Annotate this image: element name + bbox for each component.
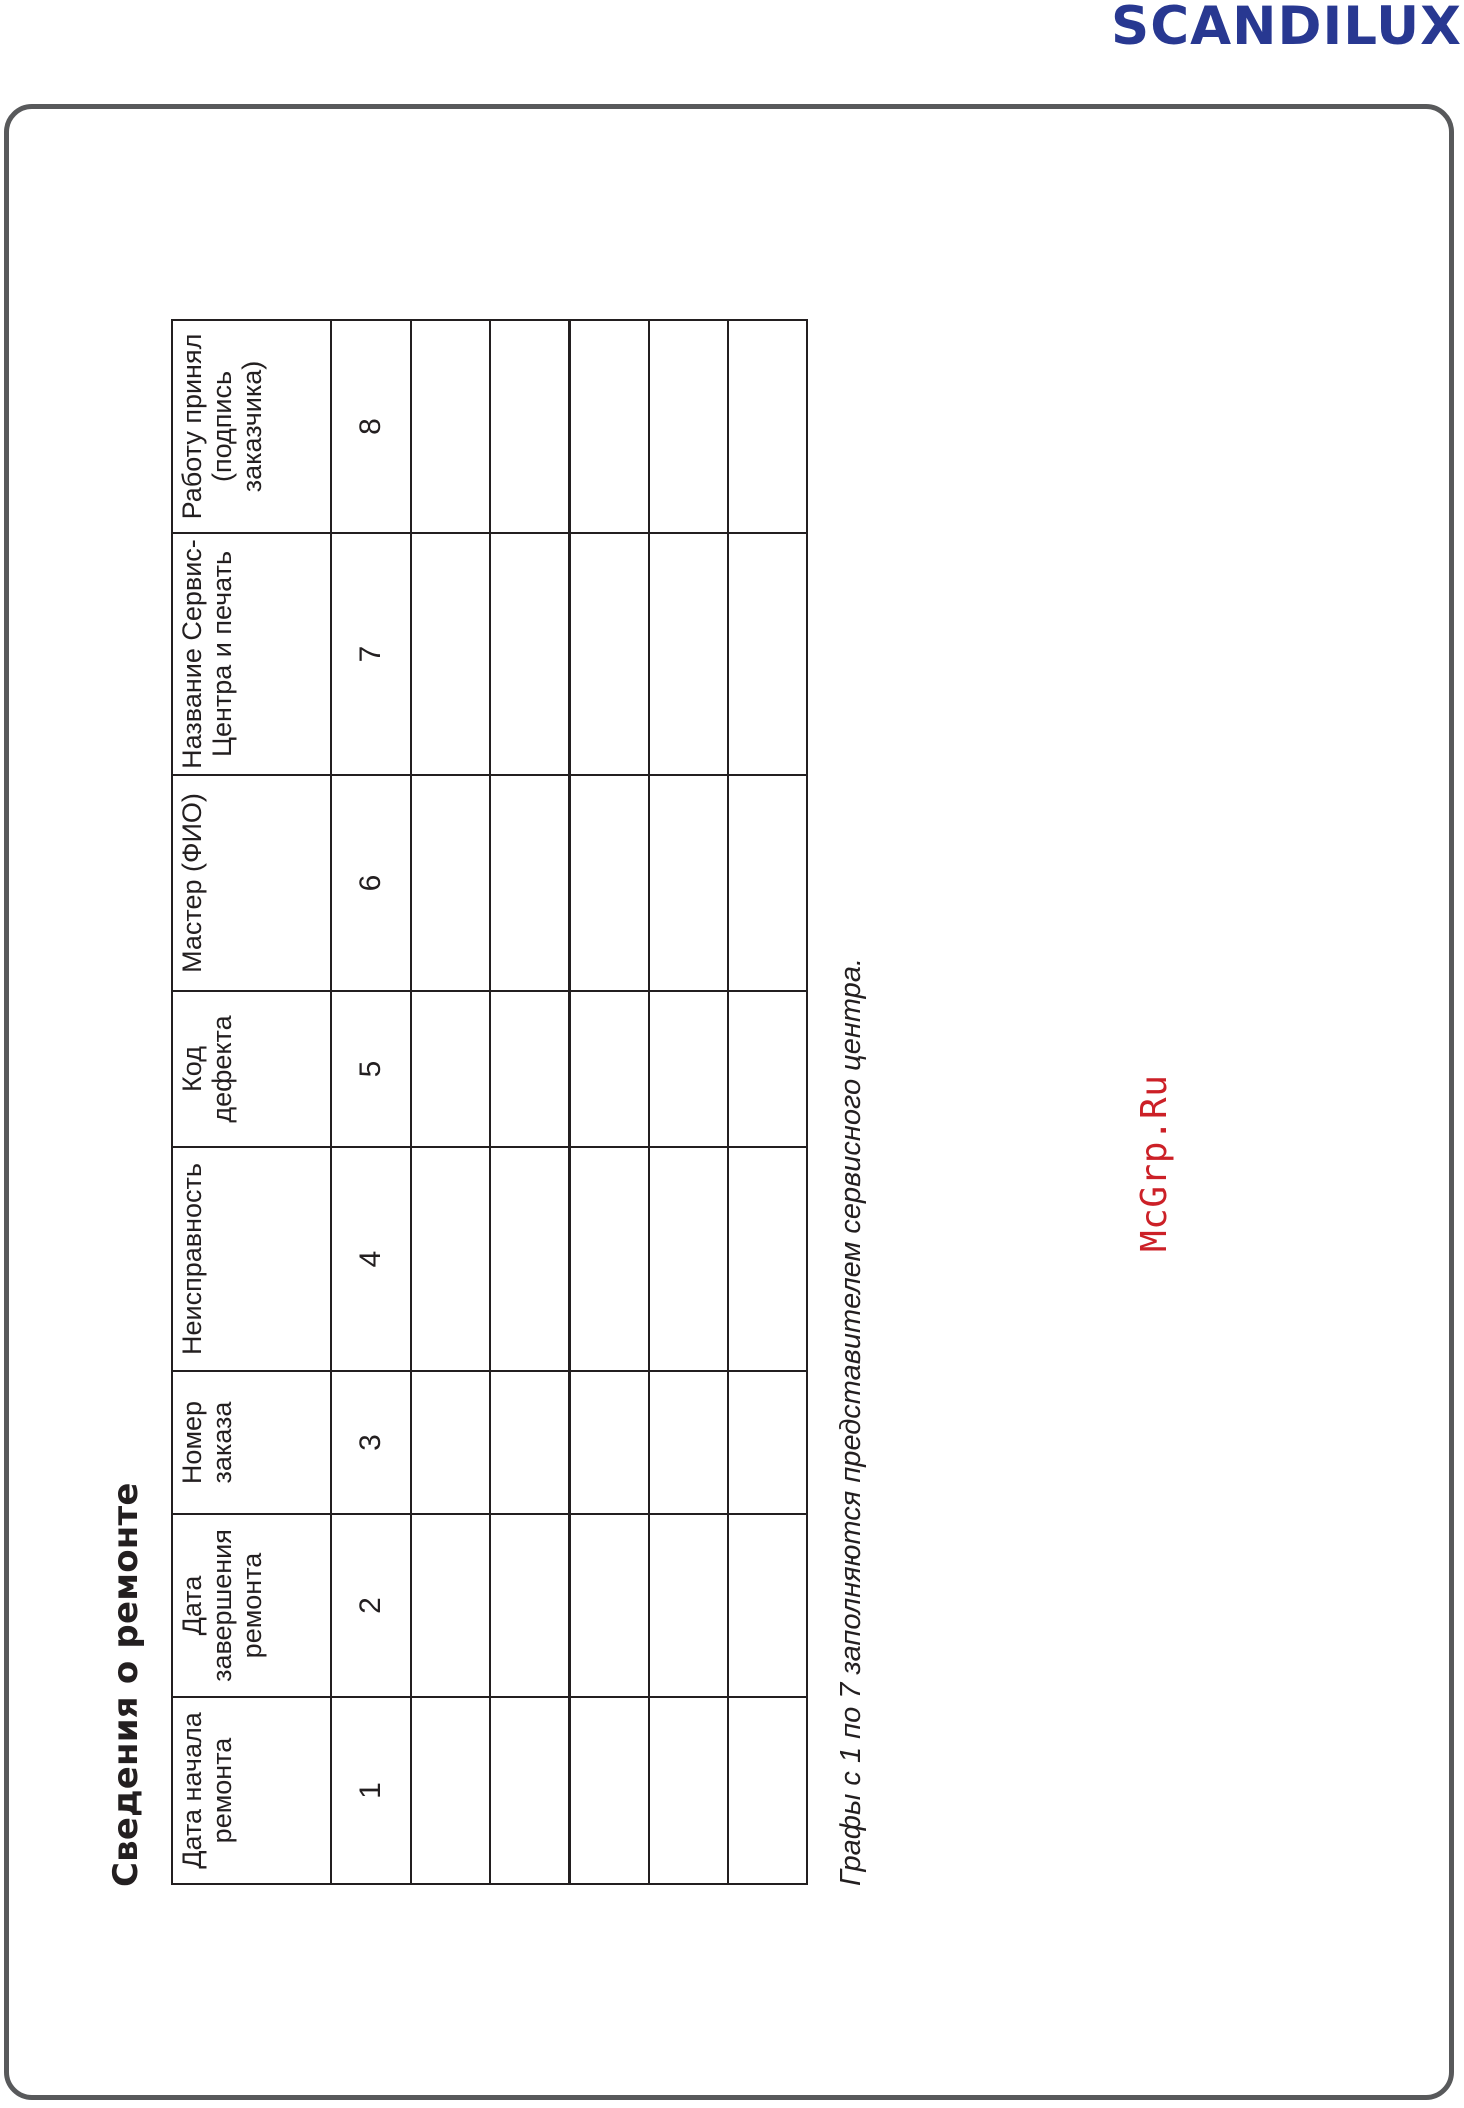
header-master: Мастер (ФИО) xyxy=(172,775,331,991)
column-number: 2 xyxy=(331,1514,411,1697)
table-cell xyxy=(728,1514,807,1697)
table-cell xyxy=(649,320,728,533)
header-service-center: Название Сервис-Центра и печать xyxy=(172,533,331,775)
header-accepted-by: Работу принял (подпись заказчика) xyxy=(172,320,331,533)
column-number: 5 xyxy=(331,991,411,1147)
column-number: 7 xyxy=(331,533,411,775)
table-cell xyxy=(649,1697,728,1884)
table-header-row xyxy=(172,320,331,1884)
column-number: 1 xyxy=(331,1697,411,1884)
table-cell xyxy=(411,991,490,1147)
table-cell xyxy=(649,1514,728,1697)
table-cell xyxy=(728,533,807,775)
table-row xyxy=(411,320,490,1884)
table-cell xyxy=(570,775,650,991)
table-cell xyxy=(490,320,570,533)
header-defect-code: Код дефекта xyxy=(172,991,331,1147)
table-cell xyxy=(411,1697,490,1884)
table-cell xyxy=(570,320,650,533)
table-cell xyxy=(649,1371,728,1514)
repair-info-section xyxy=(100,326,1175,1890)
table-cell xyxy=(728,991,807,1147)
table-cell xyxy=(490,775,570,991)
table-cell xyxy=(649,775,728,991)
table-cell xyxy=(411,1147,490,1371)
table-row xyxy=(728,320,807,1884)
table-cell xyxy=(728,775,807,991)
table-cell xyxy=(649,533,728,775)
table-cell xyxy=(728,320,807,533)
table-row xyxy=(649,320,728,1884)
table-cell xyxy=(649,991,728,1147)
table-cell xyxy=(490,1697,570,1884)
header-end-date: Дата завершения ремонта xyxy=(172,1514,331,1697)
footnote: Графы с 1 по 7 заполняются представителем сервисного центра. xyxy=(835,958,867,1886)
table-cell xyxy=(728,1371,807,1514)
header-malfunction: Неисправность xyxy=(172,1147,331,1371)
brand-logo: SCANDILUX xyxy=(1111,0,1462,57)
repair-table xyxy=(171,319,808,1885)
section-title: Сведения о ремонте xyxy=(106,1482,146,1887)
table-cell xyxy=(490,1371,570,1514)
table-row xyxy=(490,320,570,1884)
table-cell xyxy=(490,533,570,775)
table-cell xyxy=(570,533,650,775)
column-number: 8 xyxy=(331,320,411,533)
watermark: McGrp.Ru xyxy=(1134,1074,1175,1252)
column-number: 4 xyxy=(331,1147,411,1371)
table-row xyxy=(570,320,650,1884)
header-order-number: Номер заказа xyxy=(172,1371,331,1514)
table-cell xyxy=(570,991,650,1147)
column-number: 6 xyxy=(331,775,411,991)
table-cell xyxy=(570,1697,650,1884)
table-cell xyxy=(411,320,490,533)
table-cell xyxy=(490,991,570,1147)
table-cell xyxy=(570,1147,650,1371)
table-cell xyxy=(411,533,490,775)
table-cell xyxy=(649,1147,728,1371)
table-cell xyxy=(728,1697,807,1884)
table-cell xyxy=(490,1514,570,1697)
table-cell xyxy=(411,775,490,991)
table-cell xyxy=(411,1514,490,1697)
table-cell xyxy=(570,1371,650,1514)
table-cell xyxy=(411,1371,490,1514)
table-cell xyxy=(728,1147,807,1371)
column-number-row xyxy=(331,320,411,1884)
table-cell xyxy=(490,1147,570,1371)
column-number: 3 xyxy=(331,1371,411,1514)
table-cell xyxy=(570,1514,650,1697)
header-start-date: Дата начала ремонта xyxy=(172,1697,331,1884)
